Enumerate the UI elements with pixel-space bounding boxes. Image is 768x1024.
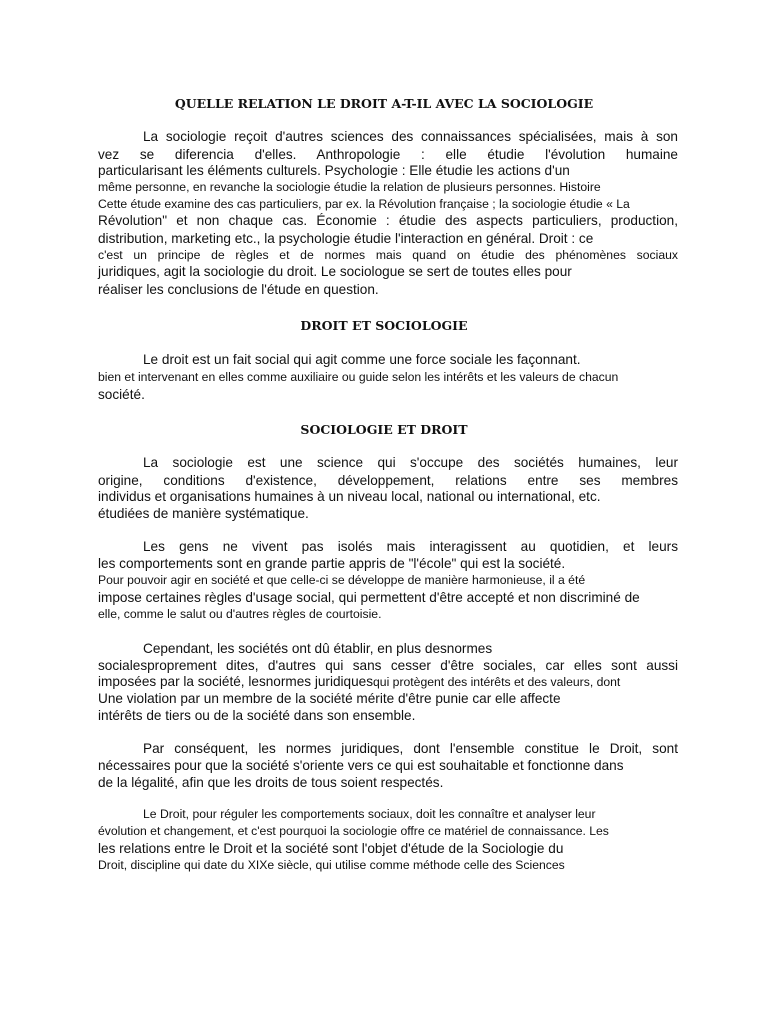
text-line: vez se diferencia d'elles. Anthropologie : elle étudie l'évolution humaine	[98, 147, 678, 162]
text-line: nécessaires pour que la société s'oriente vers ce qui est souhaitable et fonctionne dans	[98, 758, 624, 773]
text-line: Pour pouvoir agir en société et que celle-ci se développe de manière harmonieuse, il a été	[98, 573, 586, 587]
text-line: Les gens ne vivent pas isolés mais interagissent au quotidien, et leurs	[143, 539, 678, 554]
text-line: Droit, discipline qui date du XIXe siècle, qui utilise comme méthode celle des Sciences	[98, 858, 565, 872]
text-line	[98, 673, 620, 691]
text-line: c'est un principe de règles et de normes mais quand on étudie des phénomènes sociaux	[98, 248, 678, 262]
text-line: Le Droit, pour réguler les comportements sociaux, doit les connaître et analyser leur	[143, 807, 596, 821]
text-line: Révolution" et non chaque cas. Économie : étudie des aspects particuliers, production,	[98, 213, 678, 228]
text-line: Une violation par un membre de la société mérite d'être punie car elle affecte	[98, 691, 561, 706]
text-line: individus et organisations humaines à un niveau local, national ou international, etc.	[98, 489, 601, 504]
text-line: même personne, en revanche la sociologie étudie la relation de plusieurs personnes. Histoire	[98, 180, 601, 194]
text-line: les relations entre le Droit et la société sont l'objet d'étude de la Sociologie du	[98, 841, 564, 856]
text-line: intérêts de tiers ou de la société dans son ensemble.	[98, 708, 416, 723]
text-line: La sociologie est une science qui s'occupe des sociétés humaines, leur	[143, 455, 678, 470]
text-line: société.	[98, 387, 145, 402]
text-line: Le droit est un fait social qui agit comme une force sociale les façonnant.	[143, 352, 581, 367]
text-line: socialesproprement dites, d'autres qui sans cesser d'être sociales, car elles sont aussi	[98, 658, 678, 673]
text-line: Cette étude examine des cas particuliers, par ex. la Révolution française ; la sociologie étudie « La	[98, 197, 630, 211]
text-line: Par conséquent, les normes juridiques, dont l'ensemble constitue le Droit, sont	[143, 741, 678, 756]
text-line: étudiées de manière systématique.	[98, 506, 309, 521]
text-line: bien et intervenant en elles comme auxiliaire ou guide selon les intérêts et les valeurs de chacun	[98, 370, 619, 384]
text-line: La sociologie reçoit d'autres sciences des connaissances spécialisées, mais à son	[143, 129, 678, 144]
text-line: évolution et changement, et c'est pourquoi la sociologie offre ce matériel de connaissance. Les	[98, 824, 609, 838]
text-line: juridiques, agit la sociologie du droit. Le sociologue se sert de toutes elles pour	[98, 264, 572, 279]
text-line: réaliser les conclusions de l'étude en question.	[98, 282, 379, 297]
text-line: Cependant, les sociétés ont dû établir, en plus desnormes	[143, 641, 493, 656]
text-line: de la légalité, afin que les droits de tous soient respectés.	[98, 775, 444, 790]
text-line: particularisant les éléments culturels. Psychologie : Elle étudie les actions d'un	[98, 163, 570, 178]
text-line: les comportements sont en grande partie appris de "l'école" qui est la société.	[98, 556, 566, 571]
text-line: origine, conditions d'existence, développement, relations entre ses membres	[98, 473, 678, 488]
document-title: QUELLE RELATION LE DROIT A-T-IL AVEC LA SOCIOLOGIE	[174, 96, 594, 111]
text-line: impose certaines règles d'usage social, qui permettent d'être accepté et non discriminé de	[98, 590, 640, 605]
text-line: distribution, marketing etc., la psychologie étudie l'interaction en général. Droit : ce	[98, 231, 594, 246]
text-segment: qui protègent des intérêts et des valeurs, dont	[373, 675, 621, 689]
text-line: elle, comme le salut ou d'autres règles de courtoisie.	[98, 607, 382, 621]
text-segment: imposées par la société, lesnormes juridiques	[98, 674, 374, 689]
section-heading-droit-et-sociologie: DROIT ET SOCIOLOGIE	[300, 318, 468, 333]
section-heading-sociologie-et-droit: SOCIOLOGIE ET DROIT	[300, 422, 468, 437]
